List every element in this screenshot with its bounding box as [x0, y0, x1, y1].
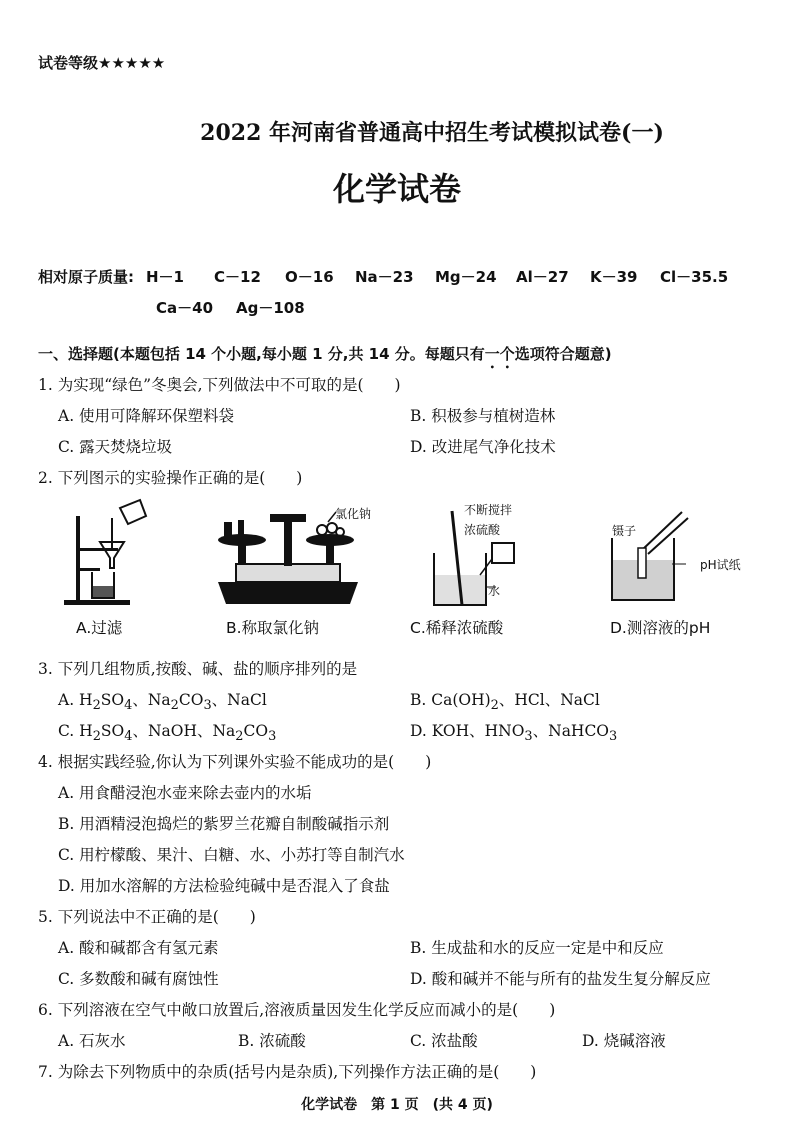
q6-option-a: A. 石灰水 [58, 1032, 126, 1050]
q1-option-c: C. 露天焚烧垃圾 [58, 438, 173, 456]
q7-stem: 7. 为除去下列物质中的杂质(括号内是杂质),下列操作方法正确的是( ) [38, 1063, 537, 1081]
filtration-figure [62, 498, 162, 610]
exam-title: 2022 年河南省普通高中招生考试模拟试卷(一) [200, 120, 664, 146]
exam-grade: 试卷等级★★★★★ [38, 54, 166, 72]
mass-mg: Mg－24 [435, 268, 497, 286]
q2-caption-b: B.称取氯化钠 [226, 619, 320, 637]
label-nacl: 氯化钠 [335, 507, 372, 521]
q2-caption-a: A.过滤 [76, 619, 123, 637]
section-text-emph: 一个 [484, 345, 515, 363]
q6-stem: 6. 下列溶液在空气中敞口放置后,溶液质量因发生化学反应而减小的是( ) [38, 1001, 556, 1019]
section-heading [38, 343, 612, 372]
q3-stem: 3. 下列几组物质,按酸、碱、盐的顺序排列的是 [38, 660, 358, 678]
q6-option-d: D. 烧碱溶液 [582, 1032, 666, 1050]
q2-caption-c: C.稀释浓硫酸 [410, 619, 504, 637]
mass-al: Al－27 [516, 268, 569, 286]
q3-option-b: B. $Ca(OH)_2$、HCl、NaCl [410, 691, 600, 714]
label-water: 水 [488, 584, 501, 598]
q5-option-d: D. 酸和碱并不能与所有的盐发生复分解反应 [410, 970, 711, 988]
q3-option-c: C. $H_2SO_4$、NaOH、$Na_2CO_3$ [58, 722, 277, 745]
q3-option-a: A. $H_2SO_4$、$Na_2CO_3$、NaCl [58, 691, 267, 714]
q6-option-b: B. 浓硫酸 [238, 1032, 306, 1050]
mass-o: O－16 [285, 268, 334, 286]
mass-k: K－39 [590, 268, 638, 286]
q4-option-c: C. 用柠檬酸、果汁、白糖、水、小苏打等自制汽水 [58, 846, 405, 864]
label-concentrated-acid: 浓硫酸 [464, 523, 501, 537]
mass-ca: Ca－40 [156, 299, 214, 317]
q3-option-d: D. KOH、$HNO_3$、NaHCO$_3$ [410, 722, 618, 745]
label-stir: 不断搅拌 [464, 503, 513, 517]
q5-option-a: A. 酸和碱都含有氢元素 [58, 939, 219, 957]
page-footer: 化学试卷 第 1 页 (共 4 页) [301, 1097, 493, 1113]
q5-stem: 5. 下列说法中不正确的是( ) [38, 908, 256, 926]
q6-option-c: C. 浓盐酸 [410, 1032, 478, 1050]
q4-option-d: D. 用加水溶解的方法检验纯碱中是否混入了食盐 [58, 877, 390, 895]
q4-stem: 4. 根据实践经验,你认为下列课外实验不能成功的是( ) [38, 753, 432, 771]
q4-option-b: B. 用酒精浸泡捣烂的紫罗兰花瓣自制酸碱指示剂 [58, 815, 390, 833]
q2-stem: 2. 下列图示的实验操作正确的是( ) [38, 469, 303, 487]
label-tweezers: 镊子 [612, 524, 637, 538]
q1-option-a: A. 使用可降解环保塑料袋 [58, 407, 235, 425]
q1-option-b: B. 积极参与植树造林 [410, 407, 556, 425]
q4-option-a: A. 用食醋浸泡水壶来除去壶内的水垢 [58, 784, 312, 802]
label-ph-paper: pH试纸 [700, 558, 741, 572]
mass-na: Na－23 [355, 268, 414, 286]
q2-caption-d: D.测溶液的pH [610, 619, 711, 637]
mass-ag: Ag－108 [236, 299, 305, 317]
q5-option-c: C. 多数酸和碱有腐蚀性 [58, 970, 219, 988]
q5-option-b: B. 生成盐和水的反应一定是中和反应 [410, 939, 664, 957]
mass-h: H－1 [146, 268, 184, 286]
mass-c: C－12 [214, 268, 261, 286]
mass-cl: Cl－35.5 [660, 268, 729, 286]
subject-title: 化学试卷 [332, 170, 461, 208]
atomic-mass-label: 相对原子质量: [38, 268, 134, 286]
q1-option-d: D. 改进尾气净化技术 [410, 438, 556, 456]
section-text-b: 选项符合题意) [514, 345, 612, 363]
section-text-a: 一、选择题(本题包括 14 个小题,每小题 1 分,共 14 分。每题只有 [38, 345, 485, 363]
q1-stem: 1. 为实现“绿色”冬奥会,下列做法中不可取的是( ) [38, 376, 401, 394]
